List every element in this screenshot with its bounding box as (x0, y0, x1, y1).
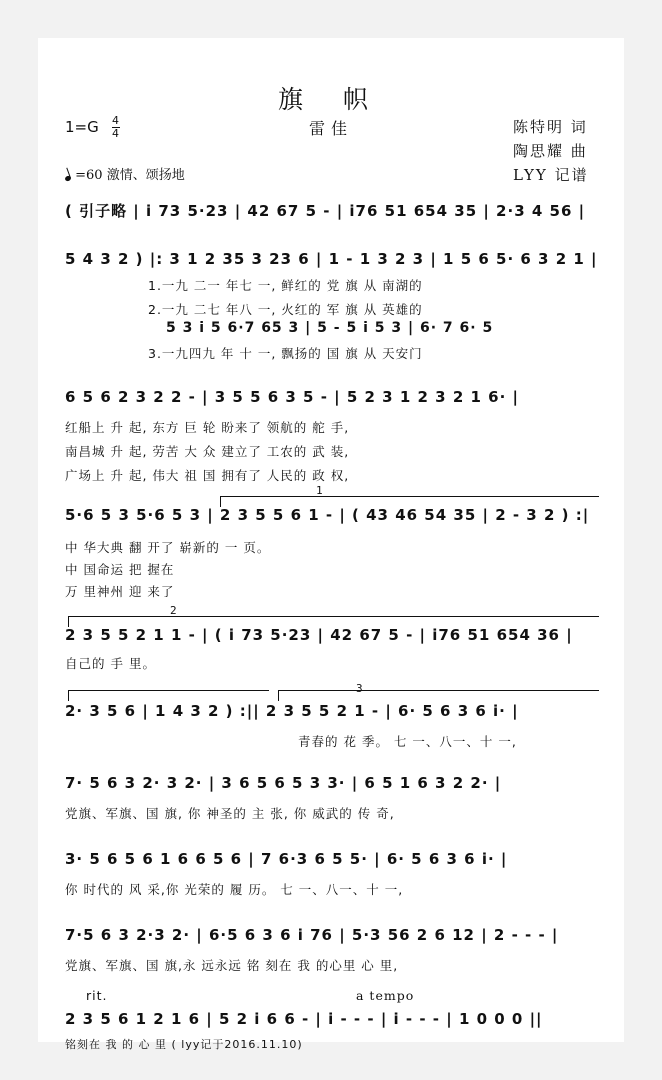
lyric-line-2-verse2: 2.一九 二七 年八 一, 火红的 军 旗 从 英雄的 (148, 302, 423, 317)
lyric-line-4-verse3: 广场上 升 起, 伟大 祖 国 拥有了 人民的 政 权, (65, 468, 350, 483)
score-page (38, 38, 624, 1051)
volta-2-label: 2 (170, 604, 177, 617)
score-line-1: ( 引子略 | i 73 5·23 | 42 67 5 - | i76 51 654 35 | 2·3 4 56 | (65, 202, 586, 220)
score-line-3: 5 3 i 5 6·7 65 3 | 5 - 5 i 5 3 | 6· 7 6· 5 (166, 320, 494, 336)
tempo-marking (65, 164, 185, 183)
score-line-6: 2 3 5 5 2 1 1 - | ( i 73 5·23 | 42 67 5 - | i76 51 654 36 | (65, 626, 573, 644)
coda-bracket-right (278, 690, 599, 701)
score-line-8: 7· 5 6 3 2· 3 2· | 3 6 5 6 5 3 3· | 6 5 1 6 3 2 2· | (65, 774, 502, 792)
time-signature (112, 116, 120, 139)
singer-name: 雷佳 (308, 119, 353, 138)
score-line-10: 7·5 6 3 2·3 2· | 6·5 6 3 6 i 76 | 5·3 56 2 6 12 | 2 - - - | (65, 926, 559, 944)
score-line-4: 6 5 6 2 3 2 2 - | 3 5 5 6 3 5 - | 5 2 3 1 2 3 2 1 6· | (65, 388, 519, 406)
triplet-mark: 3 (356, 682, 363, 695)
lyric-line-4-verse1: 红船上 升 起, 东方 巨 轮 盼来了 领航的 舵 手, (65, 420, 350, 435)
lyric-line-5-verse3: 万 里神州 迎 来了 (65, 584, 175, 599)
lyric-line-2-verse1: 1.一九 二一 年七 一, 鲜红的 党 旗 从 南湖的 (148, 278, 423, 293)
lyric-line-8: 党旗、军旗、国 旗, 你 神圣的 主 张, 你 威武的 传 奇, (65, 806, 395, 821)
lyric-line-6: 自己的 手 里。 (65, 656, 156, 671)
lyric-line-9: 你 时代的 风 采,你 光荣的 履 历。 七 一、八一、十 一, (65, 882, 404, 897)
lyric-line-3-verse3: 3.一九四九 年 十 一, 飘扬的 国 旗 从 天安门 (148, 346, 423, 361)
rit-marking: rit. (86, 988, 108, 1003)
transcriber-credit: LYY 记谱 (513, 166, 589, 184)
composer-credit: 陶思耀 曲 (513, 142, 588, 160)
score-line-2: 5 4 3 2 ) |: 3 1 2 35 3 23 6 | 1 - 1 3 2 3 | 1 5 6 5· 6 3 2 1 | (65, 250, 598, 268)
coda-bracket-left (68, 690, 269, 701)
tempo-text: =60 激情、颂扬地 (75, 168, 185, 183)
score-line-9: 3· 5 6 5 6 1 6 6 5 6 | 7 6·3 6 5 5· | 6· 5 6 3 6 i· | (65, 850, 508, 868)
quarter-note-icon (64, 175, 71, 182)
lyric-line-11: 铭刻在 我 的 心 里 ( lyy记于2016.11.10) (65, 1038, 303, 1051)
key-text: 1=G (65, 118, 99, 136)
volta-1-label: 1 (316, 484, 323, 497)
a-tempo-marking: a tempo (356, 988, 415, 1003)
lyric-line-7: 青春的 花 季。 七 一、八一、十 一, (298, 734, 517, 749)
score-line-5: 5·6 5 3 5·6 5 3 | 2 3 5 5 6 1 - | ( 43 46 54 35 | 2 - 3 2 ) :| (65, 506, 590, 524)
lyricist-credit: 陈特明 词 (513, 118, 588, 136)
song-title: 旗 帜 (278, 85, 384, 114)
lyric-line-5-verse1: 中 华大典 翻 开了 崭新的 一 页。 (65, 540, 271, 555)
lyric-line-5-verse2: 中 国命运 把 握在 (65, 562, 175, 577)
time-sig-bottom: 4 (112, 127, 120, 140)
score-line-11: 2 3 5 6 1 2 1 6 | 5 2 i 6 6 - | i - - - | i - - - | 1 0 0 0 || (65, 1010, 543, 1028)
key-signature (65, 116, 120, 139)
score-line-7: 2· 3 5 6 | 1 4 3 2 ) :|| 2 3 5 5 2 1 - | 6· 5 6 3 6 i· | (65, 702, 519, 720)
time-sig-top: 4 (112, 114, 120, 127)
lyric-line-4-verse2: 南昌城 升 起, 劳苦 大 众 建立了 工农的 武 装, (65, 444, 350, 459)
lyric-line-10: 党旗、军旗、国 旗,永 远永远 铭 刻在 我 的心里 心 里, (65, 958, 399, 973)
